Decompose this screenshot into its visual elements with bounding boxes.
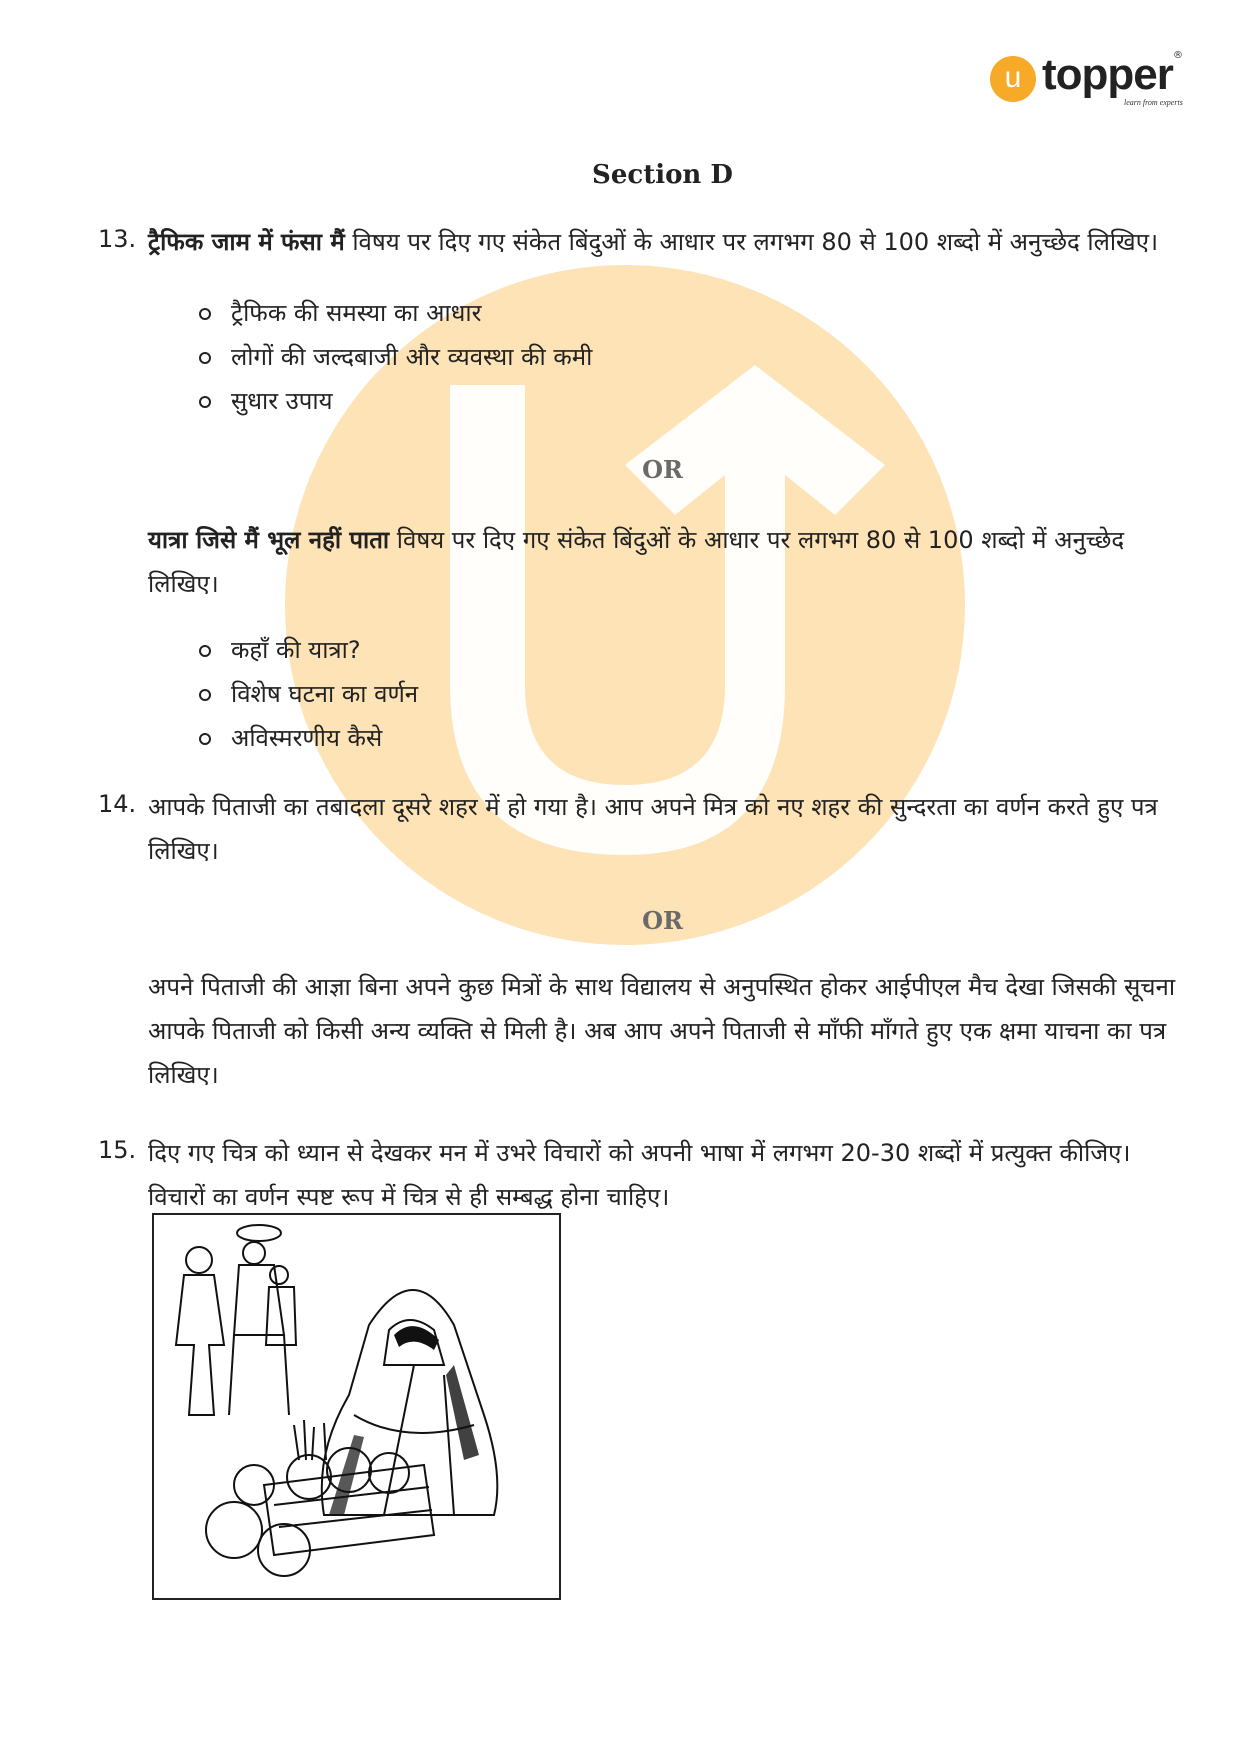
or-label: OR: [642, 906, 683, 935]
list-item: कहाँ की यात्रा?: [195, 628, 418, 672]
or-label: OR: [642, 455, 683, 484]
question-15-number: 15.: [98, 1136, 137, 1164]
question-13-topic: ट्रैफिक जाम में फंसा मैं: [148, 228, 345, 256]
question-13-alt-text: [148, 518, 1183, 606]
logo-wordmark: topper: [1042, 50, 1173, 99]
question-13-alt-instruction: विषय पर दिए गए संकेत बिंदुओं के आधार पर लगभग 80 से 100 शब्दो में अनुच्छेद लिखिए।: [148, 526, 1125, 598]
section-title: Section D: [592, 160, 733, 190]
question-14-number: 14.: [98, 790, 137, 818]
question-14-text: आपके पिताजी का तबादला दूसरे शहर में हो गया है। आप अपने मित्र को नए शहर की सुन्दरता का वर्णन करते हुए पत्र लिखिए।: [148, 793, 1158, 865]
list-item: सुधार उपाय: [195, 379, 592, 423]
list-item: लोगों की जल्दबाजी और व्यवस्था की कमी: [195, 335, 592, 379]
list-item: अविस्मरणीय कैसे: [195, 716, 418, 760]
question-13-text: [148, 220, 1183, 264]
logo-registered-mark: ®: [1173, 50, 1183, 61]
list-item: विशेष घटना का वर्णन: [195, 672, 418, 716]
question-13-number: 13.: [98, 225, 137, 253]
question-15-text: दिए गए चित्र को ध्यान से देखकर मन में उभरे विचारों को अपनी भाषा में लगभग 20-30 शब्दों में प्रत्युक्त कीजिए। विचारों का वर्णन स्पष्ट रूप में चित्र से ही सम्बद्ध होना चाहिए।: [148, 1139, 1131, 1211]
logo-mark-icon: u: [990, 56, 1036, 102]
list-item: ट्रैफिक की समस्या का आधार: [195, 291, 592, 335]
question-13-alt-topic: यात्रा जिसे मैं भूल नहीं पाता: [148, 526, 390, 554]
brand-logo: [990, 50, 1190, 110]
vendor-sketch-image: [152, 1213, 561, 1600]
question-13-instruction: विषय पर दिए गए संकेत बिंदुओं के आधार पर लगभग 80 से 100 शब्दो में अनुच्छेद लिखिए।: [344, 228, 1159, 256]
question-13-alt-bullet-list: [195, 628, 418, 760]
logo-tagline: learn from experts: [1124, 98, 1183, 107]
question-13-bullet-list: [195, 291, 592, 423]
question-14-alt-text: अपने पिताजी की आज्ञा बिना अपने कुछ मित्रों के साथ विद्यालय से अनुपस्थित होकर आईपीएल मैच देखा जिसकी सूचना आपके पिताजी को किसी अन्य व्यक्ति से मिली है। अब आप अपने पिताजी से माँफी माँगते हुए एक क्षमा याचना का पत्र लिखिए।: [148, 973, 1176, 1089]
